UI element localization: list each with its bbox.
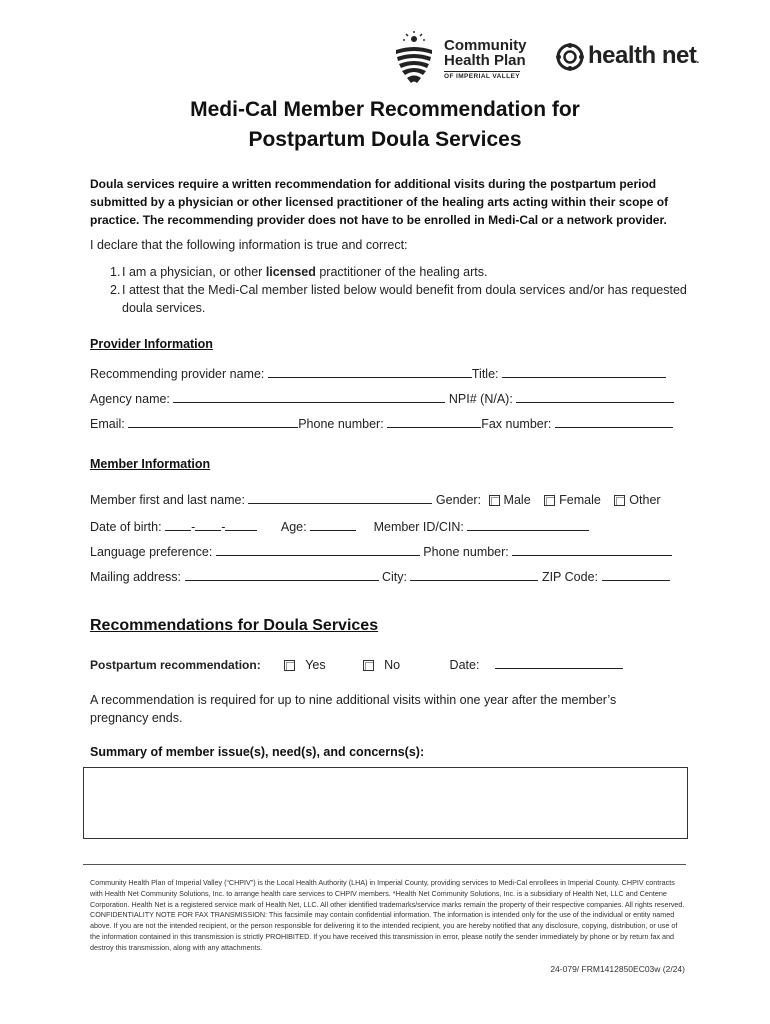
footer-disclaimer: Community Health Plan of Imperial Valley (“CHPIV”) is the Local Health Authority (LHA) in Imperial County, providing services to Medi-Cal enrollees in Imperial County. CHPIV contracts with Health Net Community Solutions, Inc. to arrange health care services to CHPIV members. *Health Net Community Solutions, Inc. is a subsidiary of Health Net, LLC and Centene Corporation. Health Net is a registered service mark of Health Net, LLC. All other identified trademarks/service marks remain the property of their respective companies. All rights reserved. CONFIDENTIALITY NOTE FOR FAX TRANSMISSION: This facsimile may contain confidential information. The information is intended only for the use of the individual or entity named above. If you are not the intended recipient, or the person responsible for delivering it to the intended recipient, you are hereby notified that any disclosure, copying, distribution, or use of the information contained in this transmission is strictly PROHIBITED. If you have received this transmission in error, please notify the sender immediately by phone or by return fax and destroy this transmission, along with any attachments.: [90, 878, 685, 952]
summary-textbox[interactable]: [83, 767, 688, 839]
form-title-line1: Medi-Cal Member Recommendation for: [190, 98, 580, 121]
dob-day-field[interactable]: [195, 518, 221, 531]
title-field[interactable]: [502, 365, 666, 378]
member-row-4: [90, 568, 670, 584]
dob-separator: -: [191, 520, 196, 534]
chp-logo-sub: OF IMPERIAL VALLEY: [444, 73, 520, 80]
intro-paragraph: Doula services require a written recommendation for additional visits during the postpartum period submitted by a physician or other licensed practitioner of the healing arts acting within their scope of practice. The recommending provider does not have to be enrolled in Medi-Cal or a network provider.: [90, 177, 669, 227]
declare-statement: I declare that the following information is true and correct:: [90, 238, 408, 252]
chp-logo-line1: Community: [444, 37, 527, 54]
member-id-field[interactable]: [467, 518, 589, 531]
form-number: 24-079/ FRM1412850EC03w (2/24): [550, 964, 685, 974]
recommendation-note: A recommendation is required for up to nine additional visits within one year after the member’s pregnancy ends.: [90, 693, 617, 725]
list-item: [90, 263, 690, 281]
fax-label: Fax number:: [481, 417, 552, 431]
age-label: Age:: [280, 520, 307, 534]
member-section-heading: Member Information: [90, 457, 211, 471]
provider-phone-label: Phone number:: [298, 417, 384, 431]
postpartum-no-checkbox[interactable]: [363, 660, 374, 671]
member-phone-field[interactable]: [512, 543, 672, 556]
gender-male-checkbox[interactable]: [489, 495, 500, 506]
postpartum-row: [90, 656, 623, 672]
chp-logo: [392, 30, 542, 88]
provider-row-2: [90, 390, 674, 406]
member-row-2: [90, 518, 589, 534]
list-item-number: 1.: [110, 265, 121, 279]
zip-field[interactable]: [602, 568, 670, 581]
agency-name-field[interactable]: [173, 390, 445, 403]
email-label: Email:: [90, 417, 125, 431]
member-name-field[interactable]: [248, 491, 432, 504]
gender-other-checkbox[interactable]: [614, 495, 625, 506]
health-net-tm: .: [696, 55, 699, 66]
health-net-text: health net: [588, 42, 697, 69]
member-row-1: [90, 491, 661, 507]
chp-logo-line2: Health Plan: [444, 52, 526, 69]
city-label: City:: [381, 570, 407, 584]
zip-label: ZIP Code:: [541, 570, 599, 584]
summary-label: Summary of member issue(s), need(s), and concerns(s):: [90, 745, 425, 759]
footer-divider: [83, 864, 686, 865]
npi-label: NPI# (N/A):: [448, 392, 513, 406]
provider-phone-field[interactable]: [387, 415, 481, 428]
provider-row-1: [90, 365, 666, 381]
dob-separator: -: [221, 520, 226, 534]
gender-female-label: Female: [559, 493, 601, 507]
gender-label: Gender:: [435, 493, 482, 507]
title-label: Title:: [471, 367, 499, 381]
gender-female-checkbox[interactable]: [544, 495, 555, 506]
attestation-list: [90, 263, 690, 317]
dob-year-field[interactable]: [225, 518, 257, 531]
list-item-text: I am a physician, or other: [122, 265, 266, 279]
language-label: Language preference:: [90, 545, 213, 559]
provider-row-3: [90, 415, 673, 431]
date-label: Date:: [449, 658, 480, 672]
member-name-label: Member first and last name:: [90, 493, 245, 507]
chp-logo-name: [444, 38, 527, 68]
recommendations-heading: Recommendations for Doula Services: [90, 617, 379, 634]
agency-name-label: Agency name:: [90, 392, 170, 406]
gender-other-label: Other: [629, 493, 661, 507]
age-field[interactable]: [310, 518, 356, 531]
dob-label: Date of birth:: [90, 520, 162, 534]
date-field[interactable]: [495, 656, 623, 669]
fax-field[interactable]: [555, 415, 673, 428]
email-field[interactable]: [128, 415, 298, 428]
city-field[interactable]: [410, 568, 538, 581]
provider-section-heading: Provider Information: [90, 337, 213, 351]
postpartum-yes-checkbox[interactable]: [284, 660, 295, 671]
form-title: [0, 95, 770, 155]
postpartum-label: Postpartum recommendation:: [90, 658, 261, 672]
member-id-label: Member ID/CIN:: [373, 520, 464, 534]
mailing-address-label: Mailing address:: [90, 570, 182, 584]
gender-male-label: Male: [503, 493, 531, 507]
recommending-provider-field[interactable]: [268, 365, 472, 378]
postpartum-yes-label: Yes: [305, 658, 326, 672]
language-field[interactable]: [216, 543, 420, 556]
dob-month-field[interactable]: [165, 518, 191, 531]
form-title-line2: Postpartum Doula Services: [248, 128, 522, 151]
member-row-3: [90, 543, 672, 559]
list-item-text-end: practitioner of the healing arts.: [315, 265, 488, 279]
list-item-text: I attest that the Medi-Cal member listed below would benefit from doula services and/or has requested doula services.: [122, 283, 687, 315]
health-net-wordmark: [588, 42, 699, 70]
member-phone-label: Phone number:: [423, 545, 509, 559]
postpartum-no-label: No: [384, 658, 401, 672]
list-item-number: 2.: [110, 283, 121, 297]
list-item-bold: licensed: [265, 265, 316, 279]
recommending-provider-label: Recommending provider name:: [90, 367, 265, 381]
health-net-logo-icon: [555, 42, 585, 72]
health-net-logo: [555, 38, 705, 82]
chp-logo-icon: [392, 30, 440, 88]
mailing-address-field[interactable]: [185, 568, 379, 581]
npi-field[interactable]: [516, 390, 674, 403]
list-item: [90, 281, 690, 317]
